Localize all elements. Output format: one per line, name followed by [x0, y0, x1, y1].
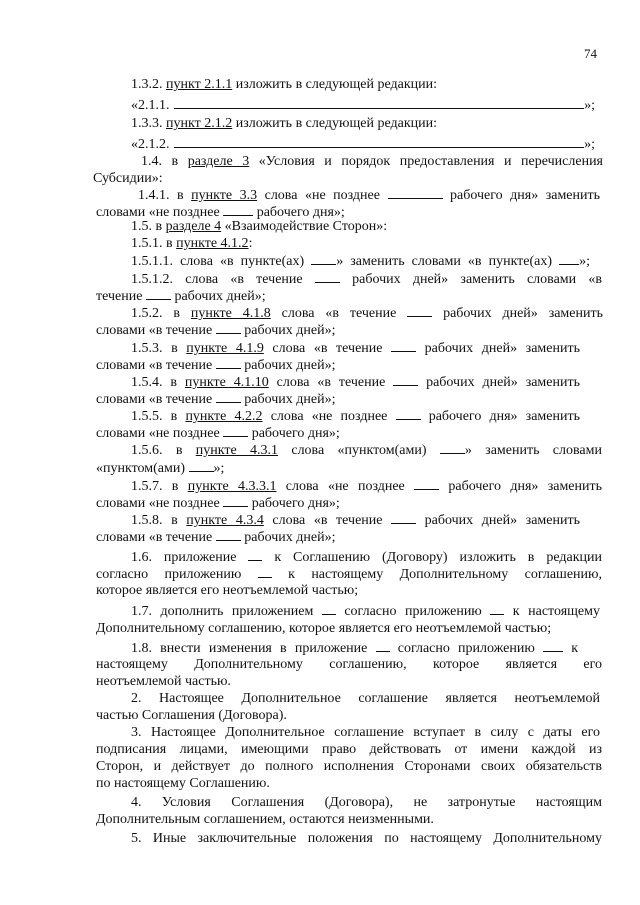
line-text: согласно приложению	[335, 604, 491, 619]
blank-field	[216, 390, 241, 403]
line-text: » заменить словами «в пункте(ах)	[336, 254, 560, 269]
blank-field	[248, 548, 262, 561]
line-text: «2.1.2.	[131, 137, 175, 152]
line-text: 1.5.3. в	[131, 341, 187, 356]
text-line	[131, 339, 580, 357]
line-text: рабочего дня»;	[253, 205, 345, 220]
text-line	[131, 304, 603, 322]
line-text: словами «не позднее	[96, 205, 224, 220]
text-line	[96, 582, 358, 599]
blank-field	[393, 373, 418, 386]
line-text: слова «пунктом(ами)	[278, 443, 440, 458]
line-text: 5. Иные заключительные положения по настоящему Дополнительному	[131, 831, 602, 846]
line-text: подписания лицами, имеющими право действовать от имени каждой из	[96, 742, 602, 757]
text-line	[96, 620, 551, 637]
line-text: слова «не позднее	[276, 479, 415, 494]
line-text: Дополнительному соглашению, которое является его неотъемлемой частью;	[96, 621, 552, 636]
line-text: » заменить словами	[464, 443, 602, 458]
line-text: рабочего дня»;	[248, 496, 340, 511]
text-line	[131, 76, 437, 93]
text-line	[96, 287, 266, 305]
text-line	[96, 758, 602, 775]
line-text: 1.5.7. в	[131, 479, 188, 494]
blank-field	[559, 252, 579, 265]
line-text: словами «в течение	[96, 358, 216, 373]
blank-field	[414, 477, 439, 490]
blank-field	[174, 135, 584, 148]
line-text: 3. Настоящее Дополнительное соглашение вступает в силу с даты его	[131, 725, 600, 740]
line-text: слова «в течение	[268, 375, 394, 390]
text-line	[131, 407, 580, 425]
line-text: рабочих дней»;	[240, 530, 336, 545]
line-text: согласно приложению	[96, 567, 258, 582]
text-line	[96, 528, 335, 546]
text-line	[131, 135, 595, 153]
blank-field	[174, 96, 584, 109]
line-text: слова «не позднее	[262, 409, 396, 424]
text-line	[131, 724, 600, 741]
line-text: к Соглашению (Договору) изложить в редакции	[262, 550, 602, 565]
line-text: частью Соглашения (Договора).	[96, 708, 287, 723]
line-text: 1.5.1.2. слова «в течение	[131, 272, 315, 287]
blank-field	[440, 441, 465, 454]
clause-reference: пункте 3.3	[191, 188, 258, 203]
blank-field	[216, 528, 241, 541]
line-text: 1.5.5. в	[131, 409, 186, 424]
line-text: 1.5.2. в	[131, 306, 191, 321]
line-text: «Условия и порядок предоставления и перечисления	[249, 154, 603, 169]
text-line	[96, 811, 434, 828]
clause-reference: пункт 2.1.1	[166, 77, 233, 92]
line-text: к	[563, 641, 578, 656]
text-line	[131, 511, 580, 529]
line-text: Субсидии»:	[93, 171, 163, 186]
line-text: словами «в течение	[96, 392, 216, 407]
blank-field	[376, 639, 390, 652]
text-line	[131, 218, 387, 235]
text-line	[131, 252, 590, 270]
line-text: 1.4. в	[141, 154, 188, 169]
line-text: рабочих дней» заменить	[416, 341, 580, 356]
line-text: «Взаимодействие Сторон»:	[221, 219, 388, 234]
line-text: рабочего дня» заменить	[442, 188, 601, 203]
clause-reference: разделе 3	[187, 154, 250, 169]
blank-field	[543, 639, 563, 652]
line-text: рабочих дней»;	[240, 323, 336, 338]
text-line	[131, 477, 602, 495]
text-line	[131, 115, 437, 132]
text-line	[131, 235, 252, 252]
line-text: рабочих дней»;	[170, 289, 266, 304]
clause-reference: пункт 2.1.2	[166, 116, 233, 131]
blank-field	[311, 252, 336, 265]
text-line	[96, 565, 602, 583]
page-number: 74	[584, 46, 597, 61]
line-text: »;	[579, 254, 591, 269]
clause-reference: пункте 4.3.1	[195, 443, 279, 458]
line-text: согласно приложению	[389, 641, 544, 656]
text-line	[96, 356, 335, 374]
text-line	[138, 186, 600, 204]
text-line	[96, 424, 340, 442]
blank-field	[223, 203, 253, 216]
text-line	[96, 321, 335, 339]
line-text: рабочего дня» заменить	[439, 479, 603, 494]
text-line	[131, 794, 602, 811]
blank-field	[258, 565, 272, 578]
text-line	[131, 270, 602, 288]
line-text: 1.5.8. в	[131, 513, 187, 528]
line-text: рабочих дней» заменить	[432, 306, 603, 321]
text-line	[141, 153, 603, 170]
clause-reference: пункте 4.1.10	[184, 375, 269, 390]
text-line	[96, 673, 231, 690]
line-text: 2. Настоящее Дополнительное соглашение является неотъемлемой	[131, 691, 600, 706]
text-line	[96, 494, 340, 512]
clause-reference: разделе 4	[165, 219, 222, 234]
line-text: рабочих дней»;	[240, 358, 336, 373]
line-text: 1.5.4. в	[131, 375, 185, 390]
text-line	[96, 656, 602, 673]
clause-reference: пункте 4.1.8	[190, 306, 271, 321]
blank-field	[189, 459, 214, 472]
text-line	[131, 830, 602, 847]
line-text: словами «не позднее	[96, 426, 224, 441]
text-line	[96, 390, 335, 408]
line-text: рабочих дней» заменить	[416, 513, 580, 528]
text-line	[131, 373, 580, 391]
clause-reference: пункте 4.3.4	[186, 513, 264, 528]
line-text: рабочего дня» заменить	[420, 409, 580, 424]
line-text: 1.7. дополнить приложением	[131, 604, 322, 619]
line-text: рабочего дня»;	[248, 426, 340, 441]
text-line	[131, 639, 578, 657]
blank-field	[391, 339, 416, 352]
text-line	[96, 459, 224, 477]
text-line	[96, 775, 270, 792]
line-text: :	[248, 236, 253, 251]
line-text: »;	[584, 98, 595, 113]
line-text: к настоящему Дополнительному соглашению,	[271, 567, 602, 582]
text-line	[131, 690, 600, 707]
line-text: 1.3.3.	[131, 116, 166, 131]
line-text: 1.4.1. в	[138, 188, 192, 203]
clause-reference: пункте 4.3.3.1	[187, 479, 277, 494]
line-text: неотъемлемой частью.	[96, 674, 231, 689]
line-text: 1.5. в	[131, 219, 166, 234]
text-line	[131, 548, 602, 566]
line-text: изложить в следующей редакции:	[232, 77, 438, 92]
text-line	[131, 441, 602, 459]
line-text: настоящему Дополнительному соглашению, которое является его	[96, 657, 602, 672]
clause-reference: пункте 4.1.9	[186, 341, 264, 356]
blank-field	[322, 602, 336, 615]
line-text: которое является его неотъемлемой частью;	[96, 583, 359, 598]
line-text: слова «не позднее	[257, 188, 388, 203]
blank-field	[146, 287, 171, 300]
blank-field	[490, 602, 504, 615]
blank-field	[396, 407, 421, 420]
text-line	[131, 602, 600, 620]
line-text: словами «не позднее	[96, 496, 224, 511]
line-text: 1.5.1.1. слова «в пункте(ах)	[131, 254, 312, 269]
blank-field	[216, 356, 241, 369]
line-text: 1.6. приложение	[131, 550, 249, 565]
line-text: к настоящему	[504, 604, 601, 619]
line-text: »;	[584, 137, 595, 152]
line-text: словами «в течение	[96, 323, 216, 338]
text-line	[131, 96, 595, 114]
line-text: «2.1.1.	[131, 98, 175, 113]
blank-field	[223, 494, 248, 507]
line-text: слова «в течение	[263, 513, 392, 528]
line-text: изложить в следующей редакции:	[232, 116, 438, 131]
line-text: «пунктом(ами)	[96, 461, 189, 476]
line-text: 4. Условия Соглашения (Договора), не затронутые настоящим	[131, 795, 602, 810]
line-text: 1.5.1. в	[131, 236, 177, 251]
blank-field	[391, 511, 416, 524]
line-text: слова «в течение	[263, 341, 392, 356]
text-line	[93, 170, 163, 187]
line-text: рабочих дней»;	[240, 392, 336, 407]
text-line	[96, 707, 287, 724]
blank-field	[315, 270, 340, 283]
line-text: 1.5.6. в	[131, 443, 196, 458]
line-text: течение	[96, 289, 146, 304]
blank-field	[216, 321, 241, 334]
line-text: 1.3.2.	[131, 77, 166, 92]
line-text: словами «в течение	[96, 530, 216, 545]
clause-reference: пункте 4.1.2	[176, 236, 249, 251]
line-text: »;	[213, 461, 225, 476]
blank-field	[407, 304, 432, 317]
line-text: по настоящему Соглашению.	[96, 776, 270, 791]
line-text: рабочих дней» заменить	[418, 375, 580, 390]
text-line	[96, 741, 602, 758]
blank-field	[388, 186, 443, 199]
line-text: слова «в течение	[270, 306, 408, 321]
line-text: 1.8. внести изменения в приложение	[131, 641, 376, 656]
line-text: Сторон, и действует до полного исполнения Сторонами своих обязательств	[96, 759, 602, 774]
line-text: рабочих дней» заменить словами «в	[339, 272, 603, 287]
blank-field	[223, 424, 248, 437]
line-text: Дополнительным соглашением, остаются неизменными.	[96, 812, 434, 827]
clause-reference: пункте 4.2.2	[185, 409, 263, 424]
